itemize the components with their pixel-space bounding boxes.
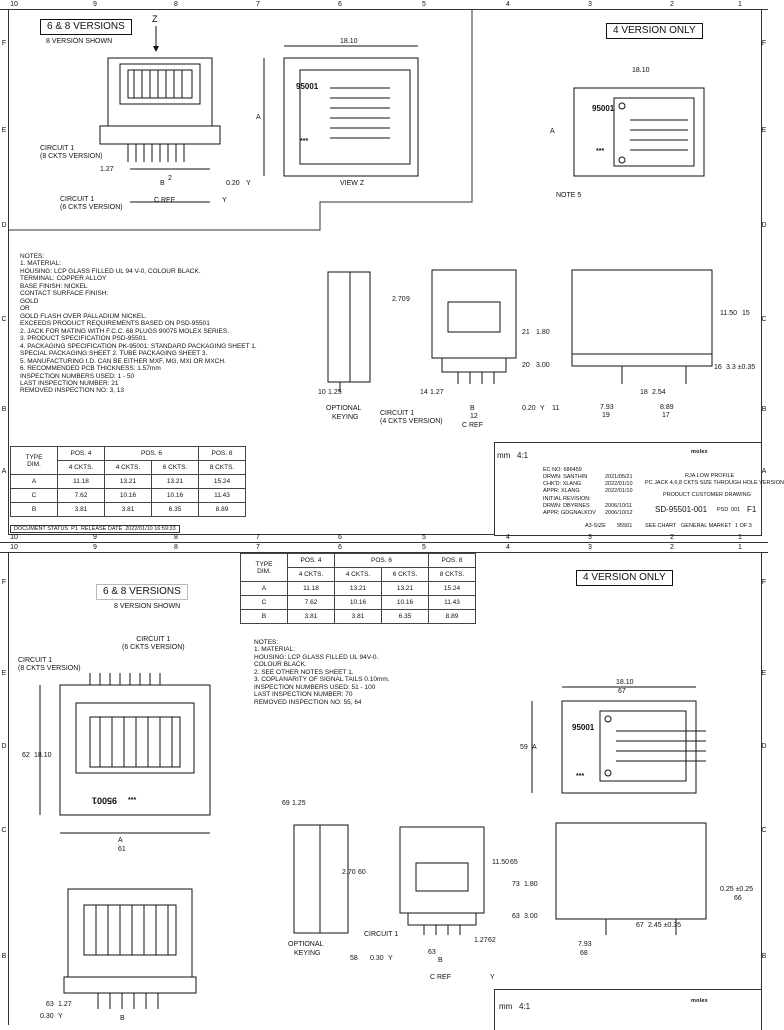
balloon-21: 21 [522, 329, 530, 336]
row-label: E [1, 127, 7, 134]
ec-number: EC NO: 686459 [543, 467, 582, 473]
dimension-table [240, 553, 476, 624]
dim-2-70: 2.70 [342, 869, 356, 876]
row-label: F [1, 579, 7, 586]
dim-b-label: B [438, 957, 443, 964]
section-header-4-version: 4 VERSION ONLY [576, 570, 673, 586]
dim-18-10: 18.10 [34, 752, 52, 759]
document-status-strip: DOCUMENT STATUS P1 RELEASE DATE 2022/01/10 16:59:33 [10, 525, 180, 533]
row-label: F [761, 579, 767, 586]
optional-label: OPTIONAL [326, 405, 362, 412]
datum-y: Y [490, 974, 495, 981]
row-label: B [761, 406, 767, 413]
balloon-59: 59 [520, 744, 528, 751]
note-line: COLOUR BLACK. [254, 661, 307, 669]
note-line: BASE FINISH: NICKEL [20, 282, 88, 290]
dim-3-00: 3.00 [524, 913, 538, 920]
dim-11-50: 11.50 [492, 859, 509, 866]
molex-logo: molex [691, 449, 708, 455]
balloon-12: 12 [470, 413, 478, 420]
psd-label: PSD [717, 507, 729, 513]
drawn-date: 2021/05/21 [605, 474, 633, 480]
dim-1-27: 1.27 [474, 937, 488, 944]
dim-a-label: A [118, 837, 123, 844]
note-line: 2. JACK FOR MATING WITH F.C.C. 68 PLUGS 90075 MOLEX SERIES. [20, 327, 230, 335]
balloon-62: 62 [488, 937, 496, 944]
note-line: HOUSING: LCP GLASS FILLED UL 94V-0. [254, 653, 379, 661]
balloon-10: 10 [318, 389, 326, 396]
notes-block [20, 253, 257, 395]
dim-a-label: A [256, 114, 261, 121]
table-group-header: POS. 4 [58, 447, 105, 461]
note-line: 3. PRODUCT SPECIFICATION PSD-95501. [20, 335, 148, 343]
note-line: 2. SEE OTHER NOTES SHEET 1. [254, 668, 354, 676]
datum-y: Y [222, 197, 227, 204]
marking-stars: *** [576, 773, 585, 780]
balloon-68: 68 [580, 950, 588, 957]
table-col-header: 4 CKTS. [335, 568, 382, 582]
title-line-2: PC JACK 4,6,8 CKTS SIZE THROUGH HOLE VERSION [645, 480, 784, 486]
table-row: B 3.81 3.81 6.35 8.89 [11, 503, 246, 517]
section-header-6-8-versions: 6 & 8 VERSIONS [40, 19, 132, 35]
section-header-6-8-versions: 6 & 8 VERSIONS [96, 584, 188, 600]
series: 95501 [617, 523, 633, 529]
part-marking-95001: 95001 [92, 795, 118, 806]
note-line: 1. MATERIAL: [254, 646, 296, 654]
front-view-jack-8ckt [60, 885, 200, 1025]
balloon-63: 63 [46, 1001, 54, 1008]
see-chart: SEE CHART [645, 523, 677, 529]
view-subtitle: 8 VERSION SHOWN [114, 603, 181, 610]
note-line: NOTES: [254, 639, 279, 646]
balloon-66: 66 [734, 895, 742, 902]
ruler-label: 10 [10, 1, 18, 8]
row-label: D [1, 743, 7, 750]
note-line: REMOVED INSPECTION NO: 55, 64 [254, 698, 362, 706]
dim-1-25: 1.25 [328, 389, 342, 396]
note-line: 5. MANUFACTURING I.D. CAN BE EITHER MXF, MG, MXI OR MXCH. [20, 357, 226, 365]
note-line: LAST INSPECTION NUMBER: 70 [254, 691, 353, 699]
balloon-18: 18 [640, 389, 648, 396]
balloon-20: 20 [522, 362, 530, 369]
balloon-67: 67 [618, 688, 626, 695]
tolerance-0-30: 0.30 [370, 955, 384, 962]
table-group-header: POS. 4 [288, 554, 335, 568]
balloon-73: 73 [512, 881, 520, 888]
ruler-label: 1 [738, 1, 742, 8]
tolerance-0-20: 0.20 [522, 405, 536, 412]
dim-c-ref: C REF [430, 974, 451, 981]
part-marking-95001: 95001 [592, 104, 615, 113]
dim-b-label: B [470, 405, 475, 412]
units: mm [499, 1002, 513, 1011]
keying-label: KEYING [332, 414, 359, 421]
dimension-table [10, 446, 246, 517]
note-line: 6. RECOMMENDED PCB THICKNESS: 1.57mm [20, 365, 161, 373]
bottom-view-jack-8ckt [50, 673, 220, 843]
scale: 4:1 [517, 451, 529, 460]
row-label: E [761, 670, 767, 677]
table-header-type-dim: TYPE DIM. [11, 447, 58, 475]
dim-1-80: 1.80 [524, 881, 538, 888]
dim-2-70: 2.70 [392, 296, 406, 303]
molex-logo: molex [691, 998, 708, 1004]
balloon-67: 67 [636, 922, 644, 929]
note-line: CONTACT SURFACE FINISH: [20, 290, 109, 298]
row-label: E [761, 127, 767, 134]
dim-a-label: A [532, 744, 537, 751]
row-label: C [1, 827, 7, 834]
scale: 4:1 [519, 1002, 531, 1011]
table-col-header: 4 CKTS. [288, 568, 335, 582]
balloon-16: 16 [714, 364, 722, 371]
title-block [494, 442, 784, 536]
row-label: F [761, 40, 767, 47]
keying-label: KEYING [294, 950, 321, 957]
initial-revision: INITIAL REVISION: [543, 496, 591, 502]
balloon-58: 58 [350, 955, 358, 962]
initial-approved-date: 2006/10/12 [605, 510, 633, 516]
table-group-header: POS. 8 [199, 447, 246, 461]
row-label: B [1, 953, 7, 960]
drawn-by: DRWN: SANTHIN [543, 474, 588, 480]
row-label: D [761, 743, 767, 750]
initial-approved: APPR: GDGNALKOV [543, 510, 596, 516]
section-header-4-version: 4 VERSION ONLY [606, 23, 703, 39]
table-group-header: POS. 6 [335, 554, 429, 568]
note-line: TERMINAL: COPPER ALLOY [20, 275, 107, 283]
row-label: A [761, 468, 767, 475]
dim-b-label: B [160, 180, 165, 187]
balloon-14: 14 [420, 389, 428, 396]
table-row: B 3.81 3.81 6.35 8.89 [241, 610, 476, 624]
row-label: B [761, 953, 767, 960]
dim-1-25: 1.25 [292, 800, 306, 807]
table-col-header: 8 CKTS. [429, 568, 476, 582]
column-ruler-top: 10 9 8 7 6 5 4 3 2 1 [0, 543, 768, 553]
balloon-19: 19 [602, 412, 610, 419]
marking-stars: *** [128, 797, 137, 804]
balloon-2: 2 [168, 175, 172, 182]
balloon-69: 69 [282, 800, 290, 807]
dim-2-54: 2.54 [652, 389, 666, 396]
column-ruler-bottom: 10 9 8 7 6 5 4 3 2 1 [0, 533, 768, 543]
table-row: C 7.62 10.16 10.16 11.43 [241, 596, 476, 610]
table-group-header: POS. 8 [429, 554, 476, 568]
balloon-9: 9 [406, 296, 410, 303]
title-line-3: PRODUCT CUSTOMER DRAWING [663, 492, 751, 498]
dim-1-27: 1.27 [58, 1001, 72, 1008]
balloon-61: 61 [118, 846, 126, 853]
ruler-label: 9 [93, 1, 97, 8]
approved-date: 2022/01/10 [605, 488, 633, 494]
sheet-count: 1 OF 3 [735, 523, 752, 529]
row-label: A [1, 468, 7, 475]
note-line: OR [20, 305, 30, 313]
dim-11-50: 11.50 [720, 310, 737, 317]
dim-3-00: 3.00 [536, 362, 550, 369]
datum-y: Y [540, 405, 545, 412]
row-label: F [1, 40, 7, 47]
balloon-11: 11 [552, 405, 560, 412]
dim-a-label: A [550, 128, 555, 135]
balloon-62: 62 [22, 752, 30, 759]
note-line: REMOVED INSPECTION NO: 3, 13 [20, 387, 125, 395]
dim-1-80: 1.80 [536, 329, 550, 336]
dim-c-ref: C REF [462, 422, 483, 429]
view-z-label: VIEW Z [340, 180, 365, 187]
row-label: C [761, 316, 767, 323]
balloon-65: 65 [510, 859, 518, 866]
note-line: GOLD [20, 297, 39, 305]
table-row: C 7.62 10.16 10.16 11.43 [11, 489, 246, 503]
table-col-header: 6 CKTS. [152, 461, 199, 475]
table-header-type-dim: TYPE DIM. [241, 554, 288, 582]
view-subtitle: 8 VERSION SHOWN [46, 38, 113, 45]
table-group-header: POS. 6 [105, 447, 199, 461]
dim-18-10: 18.10 [616, 679, 634, 686]
datum-y: Y [58, 1013, 63, 1020]
row-label: D [1, 222, 7, 229]
optional-label: OPTIONAL [288, 941, 324, 948]
circuit1-4ckt-label: CIRCUIT 1 (4 CKTS VERSION) [380, 410, 443, 426]
top-view-4-version [560, 78, 720, 198]
row-label: E [1, 670, 7, 677]
balloon-63: 63 [428, 949, 436, 956]
note-line: EXCEEDS PRODUCT REQUIREMENTS BASED ON PSD-95501 [20, 320, 210, 328]
market: GENERAL MARKET [681, 523, 732, 529]
title-block [494, 989, 762, 1030]
initial-drawn-date: 2006/10/11 [605, 503, 633, 509]
size: A3-SIZE [585, 523, 606, 529]
balloon-60: 60 [358, 869, 366, 876]
circuit1-6ckt-label: CIRCUIT 1 (6 CKTS VERSION) [60, 196, 123, 212]
checked-date: 2022/01/10 [605, 481, 633, 487]
dim-2-45: 2.45 ±0.35 [648, 922, 682, 929]
notes-block [254, 639, 390, 706]
axis-z-label: Z [152, 14, 158, 24]
table-col-header: 4 CKTS. [105, 461, 152, 475]
ruler-label: 3 [588, 1, 592, 8]
top-view-4-version [540, 691, 720, 801]
tolerance-0-20: 0.20 [226, 180, 240, 187]
dim-0-25: 0.25 ±0.25 [720, 886, 754, 893]
dim-b-label: B [120, 1015, 125, 1022]
approved-by: APPR: XLANG [543, 488, 580, 494]
dim-7-93: 7.93 [578, 941, 592, 948]
circuit1-8ckt-label: CIRCUIT 1 (8 CKTS VERSION) [18, 657, 81, 673]
ruler-label: 8 [174, 1, 178, 8]
row-label: D [761, 222, 767, 229]
dim-18-10: 18.10 [632, 67, 650, 74]
document-number: SD-95501-001 [655, 505, 708, 514]
units: mm [497, 451, 511, 460]
row-label: B [1, 406, 7, 413]
note-line: GOLD FLASH OVER PALLADIUM NICKEL. [20, 312, 147, 320]
dim-3-3: 3.3 ±0.35 [726, 364, 756, 371]
note-line: INSPECTION NUMBERS USED: 51 - 100 [254, 683, 376, 691]
part-marking-95001: 95001 [296, 82, 319, 91]
circuit1-label: CIRCUIT 1 [364, 931, 399, 938]
row-label: C [1, 316, 7, 323]
dim-1-27: 1.27 [430, 389, 444, 396]
revision: F1 [747, 505, 757, 514]
ruler-label: 6 [338, 1, 342, 8]
note-line: 1. MATERIAL: [20, 260, 62, 268]
ruler-label: 4 [506, 1, 510, 8]
title-line-1: RJA LOW PROFILE [685, 473, 735, 479]
dim-7-93: 7.93 [600, 404, 614, 411]
balloon-63: 63 [512, 913, 520, 920]
balloon-17: 17 [662, 412, 670, 419]
row-label: C [761, 827, 767, 834]
note-line: HOUSING: LCP GLASS FILLED UL 94 V-0, COLOUR BLACK. [20, 267, 201, 275]
datum-y: Y [246, 180, 251, 187]
circuit1-6ckt-label: CIRCUIT 1 (6 CKTS VERSION) [122, 636, 185, 652]
ruler-label: 7 [256, 1, 260, 8]
datum-y: Y [388, 955, 393, 962]
table-col-header: 4 CKTS. [58, 461, 105, 475]
initial-drawn: DRWN: DBYRNES [543, 503, 590, 509]
marking-stars: *** [300, 138, 309, 145]
note-line: 3. COPLANARITY OF SIGNAL TAILS 0.10mm. [254, 676, 390, 684]
note-5-callout: NOTE 5 [556, 192, 582, 199]
table-col-header: 8 CKTS. [199, 461, 246, 475]
drawing-sheet-2 [0, 543, 768, 1024]
circuit1-8ckt-label: CIRCUIT 1 (8 CKTS VERSION) [40, 145, 103, 161]
side-views-drawing [280, 813, 760, 963]
view-z-drawing [250, 40, 430, 190]
note-line: SPECIAL PACKAGING SHEET 2. TUBE PACKAGING SHEET 3. [20, 350, 208, 358]
dim-18-10: 18.10 [340, 38, 358, 45]
dim-8-89: 8.89 [660, 404, 674, 411]
table-col-header: 6 CKTS. [382, 568, 429, 582]
balloon-15: 15 [742, 310, 750, 317]
front-view-jack-8ckt [90, 14, 240, 214]
marking-stars: *** [596, 148, 605, 155]
note-line: LAST INSPECTION NUMBER: 21 [20, 379, 119, 387]
table-row: A 11.18 13.21 13.21 15.24 [241, 582, 476, 596]
note-line: 4. PACKAGING SPECIFICATION PK-95001: STANDARD PACKAGING SHEET 1. [20, 342, 257, 350]
part-marking-95001: 95001 [572, 723, 595, 732]
rev-sheet: 001 [731, 507, 741, 513]
table-row: A 11.18 13.21 13.21 15.24 [11, 475, 246, 489]
dim-1-27: 1.27 [100, 166, 114, 173]
ruler-label: 2 [670, 1, 674, 8]
dim-c-ref: C REF [154, 197, 175, 204]
note-line: INSPECTION NUMBERS USED: 1 - 50 [20, 372, 135, 380]
tolerance-0-30: 0.30 [40, 1013, 54, 1020]
ruler-label: 5 [422, 1, 426, 8]
note-line: NOTES: [20, 253, 45, 260]
checked-by: CHK'D: XLANG [543, 481, 582, 487]
